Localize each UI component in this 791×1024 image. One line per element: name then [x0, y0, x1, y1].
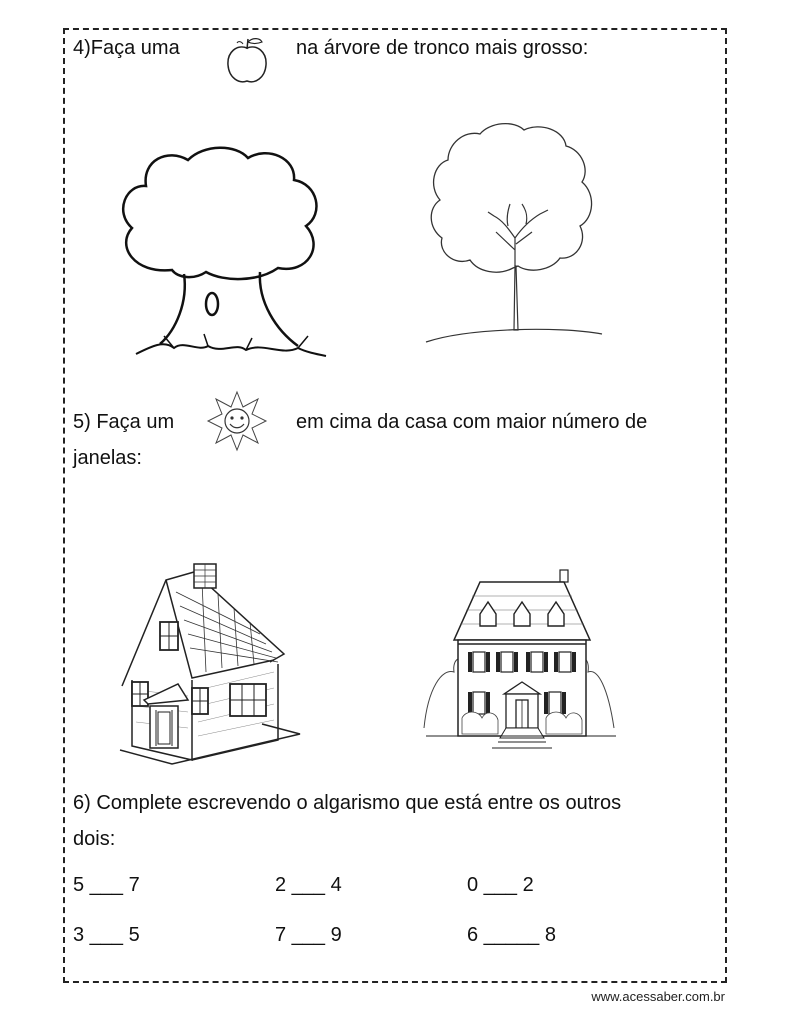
q5-text-start: 5) Faça um: [73, 411, 175, 433]
q6-text-line2: dois:: [73, 828, 116, 850]
sequence-item: 7 ___ 9: [275, 924, 342, 946]
q4-text-start: 4)Faça uma: [73, 37, 180, 59]
sequence-item: 6 _____ 8: [467, 924, 556, 946]
thick-trunk-tree-illustration: [112, 142, 334, 364]
sequence-item: 0 ___ 2: [467, 874, 534, 896]
q4-text-end: na árvore de tronco mais grosso:: [296, 37, 589, 59]
sequence-item: 2 ___ 4: [275, 874, 342, 896]
apple-icon: [223, 34, 271, 88]
footer-url: www.acessaber.com.br: [591, 989, 725, 1004]
thin-trunk-tree-illustration: [418, 120, 608, 346]
large-house-illustration: [422, 568, 616, 756]
sequence-item: 5 ___ 7: [73, 874, 140, 896]
small-house-illustration: [118, 560, 304, 772]
q6-text-line1: 6) Complete escrevendo o algarismo que está entre os outros: [73, 792, 622, 814]
q5-text-line1-end: em cima da casa com maior número de: [296, 411, 648, 433]
sequence-item: 3 ___ 5: [73, 924, 140, 946]
q5-text-line2: janelas:: [73, 447, 142, 469]
sun-icon: [206, 390, 268, 452]
